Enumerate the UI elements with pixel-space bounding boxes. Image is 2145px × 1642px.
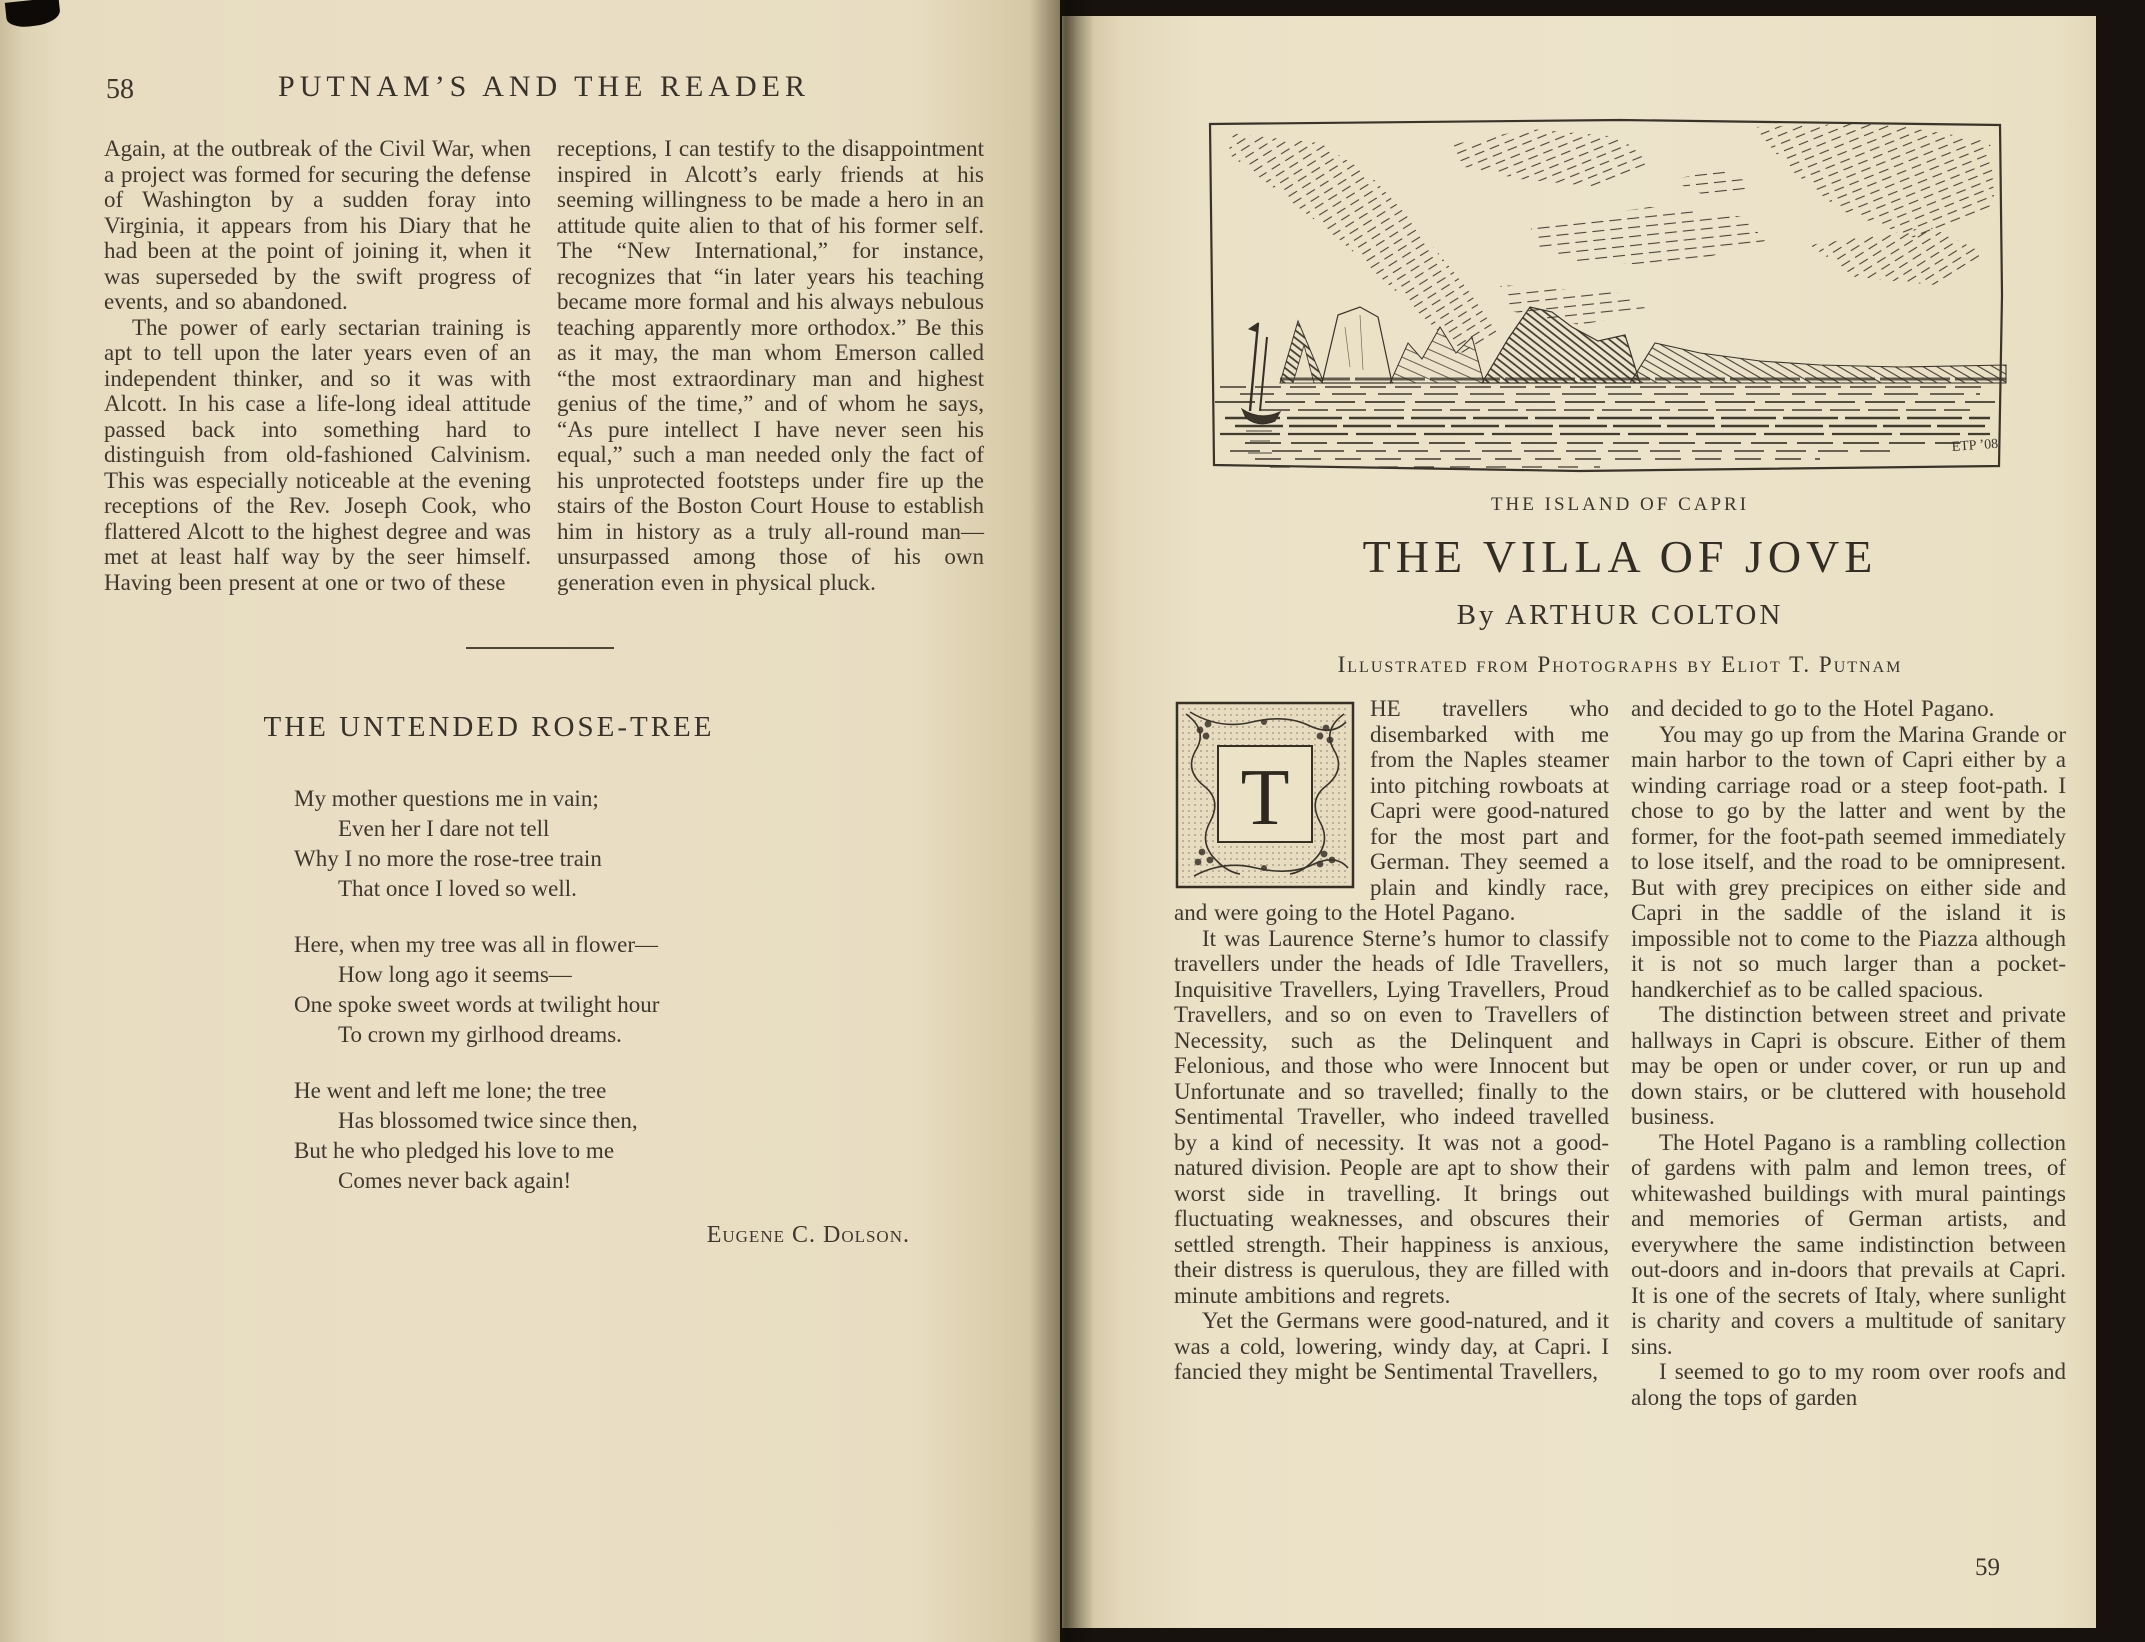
poem-line: Comes never back again! <box>338 1168 572 1193</box>
drop-cap-letter: T <box>1240 754 1290 842</box>
illustration-caption: THE ISLAND OF CAPRI <box>1490 494 1750 515</box>
right-article-column-1 <box>1174 696 1609 1410</box>
article-byline: By ARTHUR COLTON <box>1456 599 1784 631</box>
poem-stanza <box>254 784 724 904</box>
capri-illustration <box>1200 115 2010 480</box>
left-page-header <box>104 70 984 112</box>
left-page-number: 58 <box>106 74 134 105</box>
right-page <box>1062 16 2096 1628</box>
article-paragraph: The power of early sectarian training is apt to tell upon the later years even of an independent thinker, and so it was with Alcott. In his case a life-long ideal attitude passed back into something hard to distinguish from old-fashioned Calvinism. This was especially noticeable at the evening receptions of the Rev. Joseph Cook, who flattered Alcott to the highest degree and was met at least half way by the seer himself. Having been present at one or two of these <box>104 314 531 595</box>
article-paragraph: Yet the Germans were good-natured, and it was a cold, lowering, windy day, at Capri. I fancied they might be Sentimental Travellers, <box>1174 1308 1609 1384</box>
poem-line: That once I loved so well. <box>338 876 577 901</box>
artist-signature: ETP ’08 <box>1951 436 1999 455</box>
article-paragraph: Again, at the outbreak of the Civil War, when a project was formed for securing the defense of Washington by a sudden foray into Virginia, it appears from his Diary that he had been at the point of joining it, when it was superseded by the swift progress of events, and so abandoned. <box>104 136 531 314</box>
left-page <box>0 0 1060 1642</box>
left-article-column-2 <box>557 136 984 595</box>
poem-line: One spoke sweet words at twilight hour <box>294 992 660 1017</box>
left-article <box>104 136 984 595</box>
article-paragraph: It was Laurence Sterne’s humor to classify travellers under the heads of Idle Travellers, Inquisitive Travellers, Lying Travellers, Proud Travellers, and so on even to Travellers of Necessity, such as the Delinquent and Felonious, and those who were Innocent but Unfortunate and so travelled; finally to the Sentimental Traveller, who indeed travelled by a kind of necessity. It was not a good-natured division. People are apt to show their worst side in travelling. It brings out fluctuating weaknesses, and obscures their settled strength. Their happiness is anxious, their distress is querulous, they are filled with minute ambitions and regrets. <box>1174 925 1609 1308</box>
article-paragraph: The distinction between street and private hallways in Capri is obscure. Either of them may be open or under cover, or run up and down stairs, or be cluttered with household business. <box>1631 1002 2066 1129</box>
left-article-column-1 <box>104 136 531 595</box>
poem-line: Even her I dare not tell <box>338 816 550 841</box>
article-credit: Illustrated from Photographs by Eliot T. Putnam <box>1337 652 1903 677</box>
right-article-column-2 <box>1631 696 2066 1410</box>
article-paragraph: HE travellers who disembarked with me from the Naples steamer into pitching rowboats at Capri were good-natured for the most part and German. They seemed a plain and kindly race, and were going to the Hotel Pagano. <box>1174 696 1609 925</box>
poem-line: Has blossomed twice since then, <box>338 1108 638 1133</box>
right-article <box>1174 696 2066 1410</box>
poem-stanza <box>254 930 724 1050</box>
sea-lines <box>1215 387 1995 467</box>
poem-line: Here, when my tree was all in flower— <box>294 932 659 957</box>
article-paragraph: The Hotel Pagano is a rambling collection of gardens with palm and lemon trees, of whitewashed buildings with mural paintings and memories of German artists, and everywhere the same indistinction between out-doors and in-doors that prevails at Capri. It is one of the secrets of Italy, where sunlight is charity and covers a multitude of sanitary sins. <box>1631 1129 2066 1359</box>
article-paragraph: receptions, I can testify to the disappointment inspired in Alcott’s early friends at his seeming willingness to be made a hero in an attitude quite alien to that of his former self. The “New International,” for instance, recognizes that “in later years his teaching became more formal and his always nebulous teaching apparently more orthodox.” Be this as it may, the man whom Emerson called “the most extraordinary man and highest genius of the time,” and of whom he says, “As pure intellect I have never seen his equal,” such a man needed only the fact of his unprotected footsteps under fire up the stairs of the Boston Court House to establish him in history as a truly all-round man—unsurpassed among those of his own generation even in physical pluck. <box>557 136 984 595</box>
poem-line: Why I no more the rose-tree train <box>294 846 602 871</box>
section-divider-rule <box>466 647 614 649</box>
article-title: THE VILLA OF JOVE <box>1362 531 1878 582</box>
island-silhouette <box>1280 307 2006 383</box>
article-paragraph: and decided to go to the Hotel Pagano. <box>1631 696 1995 721</box>
right-page-number: 59 <box>1975 1554 2000 1581</box>
poem-stanza <box>254 1076 724 1196</box>
poem-author-signature: Eugene C. Dolson. <box>706 1222 910 1248</box>
poem-line: But he who pledged his love to me <box>294 1138 615 1163</box>
drop-cap-ornament <box>1174 700 1356 890</box>
poem-line: To crown my girlhood dreams. <box>338 1022 622 1047</box>
poem-line: He went and left me lone; the tree <box>294 1078 607 1103</box>
poem-line: How long ago it seems— <box>338 962 572 987</box>
poem <box>254 711 910 1249</box>
article-paragraph: I seemed to go to my room over roofs and along the tops of garden <box>1631 1359 2066 1410</box>
running-header: PUTNAM’S AND THE READER <box>278 70 810 103</box>
article-paragraph: You may go up from the Marina Grande or main harbor to the town of Capri either by a winding carriage road or a steep foot-path. I chose to go by the latter and went by the former, for the foot-path seemed immediately to lose itself, and the road to be omnipresent. But with grey precipices on either side and Capri in the saddle of the island it is impossible not to come to the Piazza although it is not so much larger than a pocket-handkerchief as to be called spacious. <box>1631 721 2066 1002</box>
poem-line: My mother questions me in vain; <box>294 786 599 811</box>
poem-title: THE UNTENDED ROSE-TREE <box>263 711 715 743</box>
